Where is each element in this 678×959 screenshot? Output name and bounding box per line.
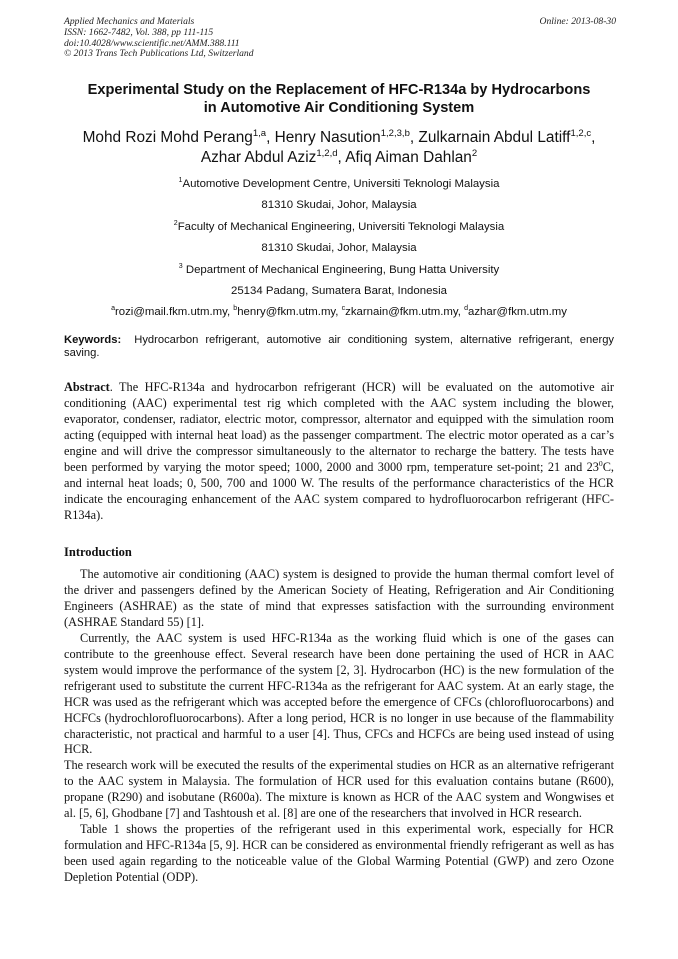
doi-line: doi:10.4028/www.scientific.net/AMM.388.111 xyxy=(64,37,240,49)
keywords xyxy=(64,334,614,361)
email-address: rozi@mail.fkm.utm.my, xyxy=(114,306,234,319)
paragraph: Currently, the AAC system is used HFC-R134a as the working fluid which is one of the gases can contribute to the greenhouse effect. Several research have been done pertaining the used of HCR in AAC system would improve the performance of the system [2, 3]. Hydrocarbon (HC) is the new formulation of the refrigerant used to substitute the current HFC-R134a as the refrigerant for AAC system. At an early stage, the HCR was used as the refrigerant which was accepted before the emergence of CFCs (chlorofluorocarbons) and HCFCs (hydrochlorofluorocarbons). After a long period, HCR is no longer in use because of the flammability characteristic, not practical and harmful to a user [4]. Thus, CFCs and HCFCs are being used instead of using HCR. xyxy=(64,630,614,757)
author-superscript: 1,2,c xyxy=(570,127,592,139)
affiliation-text: Department of Mechanical Engineering, Bung Hatta University xyxy=(182,263,500,276)
email-superscript: d xyxy=(464,305,469,313)
abstract-text-end: C, and internal heat loads; 0, 500, 700 and 1000 W. The results of the performance characteristics of the HCR indicate the encouraging enhancement of the AAC system compared to hydrofluorocarbon refrigerant (HFC-R134a). xyxy=(64,459,614,522)
email-superscript: a xyxy=(111,305,115,313)
paragraph: Table 1 shows the properties of the refrigerant used in this experimental work, especially for HCR formulation and HFC-R134a [5, 9]. HCR can be considered as environmental friendly refrigerant as well as has been used again regarding to the noticeable value of the Global Warming Potential (GWP) and zero Ozone Depletion Potential (ODP). xyxy=(64,822,614,885)
author-separator: , xyxy=(591,129,596,146)
affiliation-superscript: 1 xyxy=(178,177,183,185)
abstract xyxy=(64,380,614,524)
email-superscript: c xyxy=(341,305,346,313)
author-line-2 xyxy=(30,148,648,168)
paper-title xyxy=(40,81,638,117)
abstract-label: Abstract xyxy=(64,380,110,394)
affiliation-1-address: 81310 Skudai, Johor, Malaysia xyxy=(261,199,417,212)
abstract-superscript: 0 xyxy=(598,458,603,468)
author-name: Mohd Rozi Mohd Perang xyxy=(82,129,253,146)
author-name: , Zulkarnain Abdul Latiff xyxy=(409,129,571,146)
affiliation-superscript: 3 xyxy=(178,262,183,270)
title-line-1: Experimental Study on the Replacement of HFC-R134a by Hydrocarbons xyxy=(87,82,591,98)
author-superscript: 1,2,3,b xyxy=(380,127,410,139)
copyright-line: © 2013 Trans Tech Publications Ltd, Switzerland xyxy=(64,48,254,60)
author-name: , Afiq Aiman Dahlan xyxy=(337,148,472,166)
author-line-1 xyxy=(30,128,648,148)
abstract-text: . The HFC-R134a and hydrocarbon refrigerant (HCR) will be evaluated on the automotive air conditioning (AAC) experimental test rig which completed with the AAC system including the blower, evaporator, condenser, radiator, electric motor, compressor, alternator and equipped with the simulation room acting (equipped with internal heat load) as the passenger compartment. The electric motor operated as a car’s engine and will drive the compressor simultaneously to the alternator to recharge the battery. The tests have been performed by varying the motor speed; 1000, 2000 and 3000 rpm, temperature set-point; 21 and 23 xyxy=(64,380,614,474)
author-list xyxy=(30,128,648,167)
affiliation-2 xyxy=(40,219,638,240)
online-date: Online: 2013-08-30 xyxy=(539,16,616,27)
introduction-body xyxy=(64,567,614,886)
affiliation-text: Automotive Development Centre, Universiti Teknologi Malaysia xyxy=(182,178,500,190)
email-address: zkarnain@fkm.utm.my, xyxy=(345,306,465,319)
paragraph: The automotive air conditioning (AAC) system is designed to provide the human thermal comfort level of the driver and passengers defined by the American Society of Heating, Refrigeration and Air Conditioning Engineers (ASHRAE) as the state of mind that expresses satisfaction with the surrounding environment (ASHRAE Standard 55) [1]. xyxy=(64,567,614,629)
email-address: azhar@fkm.utm.my xyxy=(468,306,567,319)
email-address: henry@fkm.utm.my, xyxy=(237,306,342,319)
email-line xyxy=(40,304,638,325)
affiliation-text: Faculty of Mechanical Engineering, Universiti Teknologi Malaysia xyxy=(177,220,505,233)
author-superscript: 2 xyxy=(471,147,478,159)
section-heading-introduction: Introduction xyxy=(64,545,132,559)
paragraph: The research work will be executed the results of the experimental studies on HCR as an alternative refrigerant to the AAC system in Malaysia. The formulation of HCR used for this evaluation contains butane (R600), propane (R290) and isobutane (R600a). The mixture is known as HCR of the AAC system and Wongwises et al. [5, 6], Ghodbane [7] and Tashtoush et al. [8] are one of the researchers that involved in HCR research. xyxy=(64,758,614,821)
affiliations xyxy=(40,176,638,326)
author-name: , Henry Nasution xyxy=(266,129,381,146)
issn-line: ISSN: 1662-7482, Vol. 388, pp 111-115 xyxy=(64,26,214,38)
author-superscript: 1,a xyxy=(252,127,267,139)
title-line-2: in Automotive Air Conditioning System xyxy=(203,100,475,116)
keywords-label: Keywords: xyxy=(64,334,122,346)
affiliation-superscript: 2 xyxy=(173,219,178,227)
author-name: Azhar Abdul Aziz xyxy=(200,148,317,166)
affiliation-2-address: 81310 Skudai, Johor, Malaysia xyxy=(261,242,417,255)
author-superscript: 1,2,d xyxy=(316,147,338,159)
email-superscript: b xyxy=(233,305,238,313)
affiliation-1 xyxy=(40,176,638,197)
journal-header xyxy=(64,17,616,60)
keywords-text: Hydrocarbon refrigerant, automotive air conditioning system, alternative refrigerant, energy saving. xyxy=(64,334,615,360)
journal-name: Applied Mechanics and Materials xyxy=(64,16,195,27)
affiliation-3 xyxy=(40,262,638,283)
affiliation-3-address: 25134 Padang, Sumatera Barat, Indonesia xyxy=(231,284,447,297)
